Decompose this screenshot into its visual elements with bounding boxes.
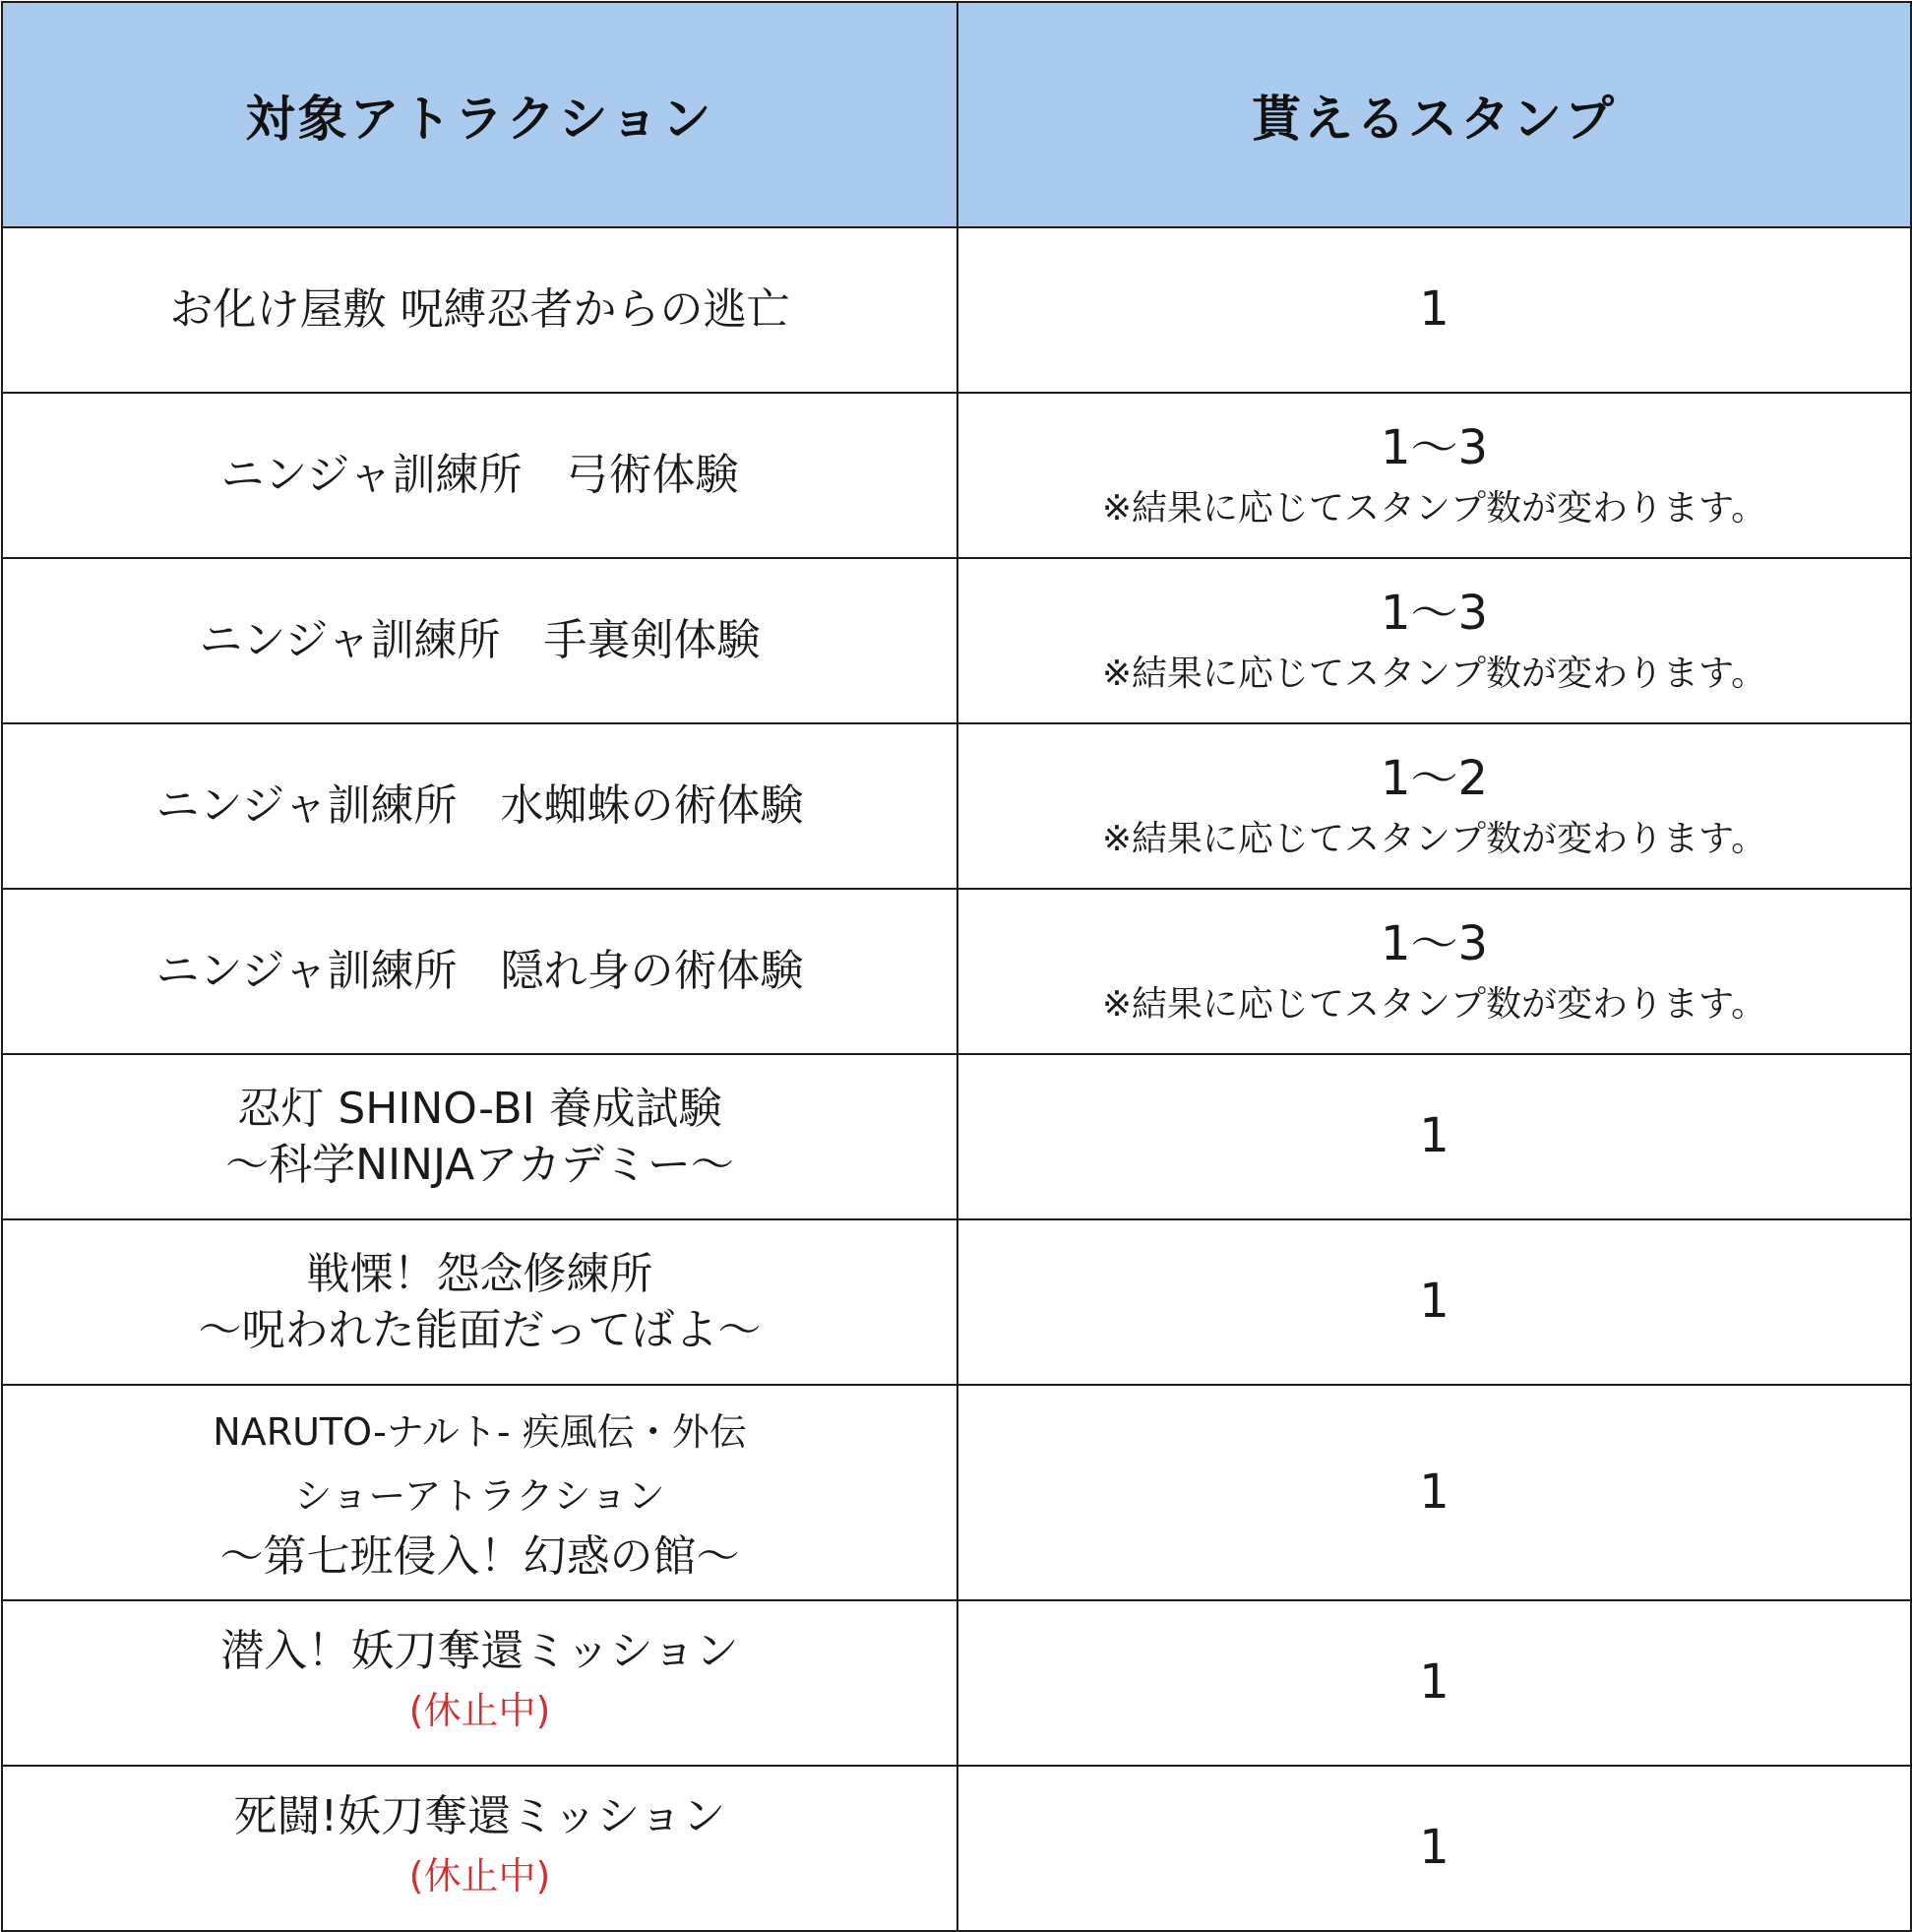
- stamp-count: 1: [1419, 281, 1449, 338]
- stamp-count: 1: [1419, 1108, 1449, 1164]
- table-body: [2, 227, 1911, 1931]
- stamp-cell: [957, 227, 1911, 393]
- table-row: [2, 1766, 1911, 1931]
- stamp-count: 1～3: [1380, 586, 1489, 642]
- attraction-name: ニンジャ訓練所 弓術体験: [220, 450, 739, 501]
- attraction-name: ニンジャ訓練所 手裏剣体験: [199, 615, 761, 666]
- table-header: [2, 2, 1911, 227]
- stamp-rally-table: [1, 1, 1912, 1932]
- attraction-name: ニンジャ訓練所 隠れ身の術体験: [155, 946, 804, 997]
- stamp-count: 1～3: [1380, 420, 1489, 476]
- attraction-cell: [2, 1600, 957, 1766]
- attraction-name: お化け屋敷 呪縛忍者からの逃亡: [169, 284, 790, 336]
- table-row: [2, 889, 1911, 1054]
- stamp-note: ※結果に応じてスタンプ数が変わります。: [1101, 983, 1767, 1025]
- attraction-name-line2: ショーアトラクション: [294, 1473, 665, 1518]
- table-row: [2, 723, 1911, 889]
- paused-status: (休止中): [408, 1689, 551, 1733]
- stamp-cell: [957, 1054, 1911, 1219]
- stamp-note: ※結果に応じてスタンプ数が変わります。: [1101, 653, 1767, 694]
- attraction-cell: [2, 889, 957, 1054]
- table-row: [2, 1054, 1911, 1219]
- stamp-count: 1: [1419, 1274, 1449, 1330]
- attraction-name: 死闘!妖刀奪還ミッション: [233, 1791, 726, 1842]
- attraction-cell: [2, 723, 957, 889]
- stamp-note: ※結果に応じてスタンプ数が変わります。: [1101, 818, 1767, 859]
- attraction-subtitle: ～呪われた能面だってばよ～: [198, 1305, 762, 1355]
- stamp-cell: [957, 558, 1911, 723]
- attraction-cell: [2, 1385, 957, 1600]
- attraction-subtitle: ～第七班侵入！幻惑の館～: [219, 1530, 740, 1582]
- table-row: [2, 558, 1911, 723]
- table-row: [2, 1219, 1911, 1385]
- attraction-cell: [2, 1219, 957, 1385]
- stamp-cell: [957, 393, 1911, 558]
- stamp-count: 1～2: [1380, 751, 1489, 807]
- attraction-cell: [2, 393, 957, 558]
- attraction-name: 潜入！妖刀奪還ミッション: [220, 1626, 739, 1677]
- table-row: [2, 393, 1911, 558]
- attraction-cell: [2, 227, 957, 393]
- stamp-cell: [957, 1600, 1911, 1766]
- stamp-count: 1: [1419, 1820, 1449, 1876]
- stamp-cell: [957, 1385, 1911, 1600]
- attraction-subtitle: ～科学NINJAアカデミー～: [225, 1140, 734, 1190]
- attraction-name: 戦慄！怨念修練所: [306, 1248, 653, 1299]
- stamp-note: ※結果に応じてスタンプ数が変わります。: [1101, 487, 1767, 529]
- attraction-name: ニンジャ訓練所 水蜘蛛の術体験: [155, 780, 804, 832]
- header-attraction: 対象アトラクション: [2, 2, 957, 227]
- stamp-cell: [957, 1219, 1911, 1385]
- stamp-count: 1～3: [1380, 916, 1489, 972]
- attraction-cell: [2, 1766, 957, 1931]
- table-row: [2, 227, 1911, 393]
- attraction-cell: [2, 558, 957, 723]
- table-row: [2, 1600, 1911, 1766]
- attraction-name: 忍灯 SHINO-BI 養成試験: [237, 1083, 722, 1134]
- attraction-cell: [2, 1054, 957, 1219]
- stamp-cell: [957, 1766, 1911, 1931]
- paused-status: (休止中): [408, 1854, 551, 1899]
- header-stamps: 貰えるスタンプ: [957, 2, 1911, 227]
- stamp-count: 1: [1419, 1464, 1449, 1520]
- stamp-cell: [957, 723, 1911, 889]
- header-row: [2, 2, 1911, 227]
- stamp-cell: [957, 889, 1911, 1054]
- attraction-name: NARUTO-ナルト- 疾風伝・外伝: [213, 1410, 747, 1455]
- table-row: [2, 1385, 1911, 1600]
- stamp-count: 1: [1419, 1654, 1449, 1711]
